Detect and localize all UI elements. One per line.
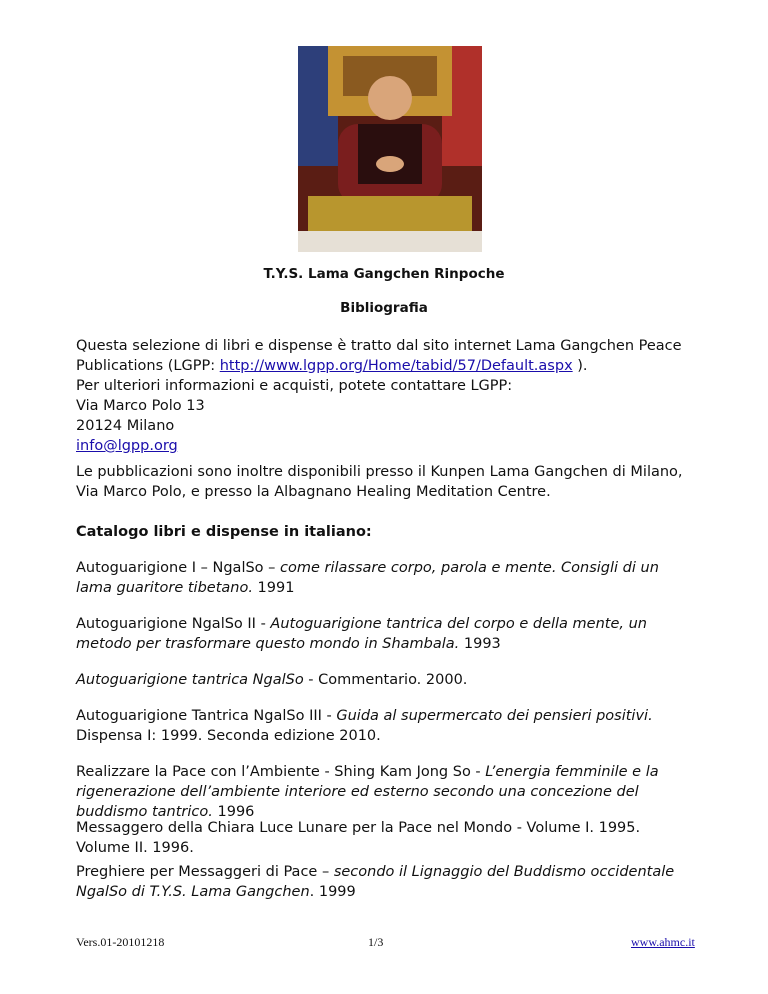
entry-text: Messaggero della Chiara Luce Lunare per la Pace nel Mondo - Volume I. 1995. Volume II. 1996. bbox=[76, 820, 641, 856]
catalog-entry bbox=[76, 558, 696, 598]
entry-year: Dispensa I: 1999. Seconda edizione 2010. bbox=[76, 728, 381, 744]
address-city: 20124 Milano bbox=[76, 418, 175, 434]
entry-italic: Guida al supermercato dei pensieri positivi. bbox=[336, 708, 653, 724]
entry-text: Preghiere per Messaggeri di Pace – bbox=[76, 864, 334, 880]
intro-line-3: Per ulteriori informazioni e acquisti, potete contattare LGPP: bbox=[76, 378, 513, 394]
availability-block bbox=[76, 462, 696, 502]
lgpp-link[interactable]: http://www.lgpp.org/Home/tabid/57/Default.aspx bbox=[219, 358, 573, 374]
catalog-entry bbox=[76, 706, 696, 746]
availability-line-2: Via Marco Polo, e presso la Albagnano Healing Meditation Centre. bbox=[76, 484, 551, 500]
intro-line-1: Questa selezione di libri e dispense è tratto dal sito internet Lama Gangchen Peace bbox=[76, 338, 682, 354]
entry-year: 1993 bbox=[459, 636, 501, 652]
entry-italic: Autoguarigione tantrica del corpo e della mente, un metodo per trasformare questo mondo in Shambala. bbox=[76, 616, 647, 652]
document-subtitle: Bibliografia bbox=[340, 300, 428, 316]
entry-year: 1996 bbox=[212, 804, 255, 820]
entry-year: 1991 bbox=[252, 580, 295, 596]
entry-italic: come rilassare corpo, parola e mente. Consigli di un lama guaritore tibetano. bbox=[76, 560, 659, 596]
entry-year: - Commentario. 2000. bbox=[303, 672, 468, 688]
intro-block bbox=[76, 336, 696, 456]
entry-text: Autoguarigione Tantrica NgalSo III - bbox=[76, 708, 337, 724]
catalog-heading: Catalogo libri e dispense in italiano: bbox=[76, 524, 372, 540]
portrait-illustration bbox=[298, 46, 482, 252]
footer-site-link[interactable]: www.ahmc.it bbox=[631, 935, 695, 949]
entry-italic: L’energia femminile e la rigenerazione dell’ambiente interiore ed esterno secondo una concezione del buddismo tantrico. bbox=[76, 764, 659, 820]
footer-version: Vers.01-20101218 bbox=[76, 935, 165, 949]
intro-line-2b: ). bbox=[572, 358, 588, 374]
catalog-entry bbox=[76, 818, 696, 858]
document-title: T.Y.S. Lama Gangchen Rinpoche bbox=[263, 266, 505, 282]
catalog-entry bbox=[76, 762, 696, 822]
entry-text: Autoguarigione NgalSo II - bbox=[76, 616, 271, 632]
catalog-entry bbox=[76, 670, 696, 690]
intro-line-2a: Publications (LGPP: bbox=[76, 358, 220, 374]
entry-text: Realizzare la Pace con l’Ambiente - Shing Kam Jong So - bbox=[76, 764, 486, 780]
availability-line-1: Le pubblicazioni sono inoltre disponibili presso il Kunpen Lama Gangchen di Milano, bbox=[76, 464, 683, 480]
footer-page-number: 1/3 bbox=[368, 935, 384, 949]
entry-year: . 1999 bbox=[309, 884, 356, 900]
catalog-entry bbox=[76, 614, 696, 654]
portrait-photo bbox=[298, 46, 482, 252]
entry-text: Autoguarigione I – NgalSo – bbox=[76, 560, 281, 576]
entry-italic: secondo il Lignaggio del Buddismo occidentale NgalSo di T.Y.S. Lama Gangchen bbox=[76, 864, 675, 900]
footer-site bbox=[631, 935, 695, 950]
email-link[interactable]: info@lgpp.org bbox=[76, 438, 178, 454]
catalog-entry bbox=[76, 862, 696, 902]
entry-italic: Autoguarigione tantrica NgalSo bbox=[76, 672, 304, 688]
address-street: Via Marco Polo 13 bbox=[76, 398, 205, 414]
